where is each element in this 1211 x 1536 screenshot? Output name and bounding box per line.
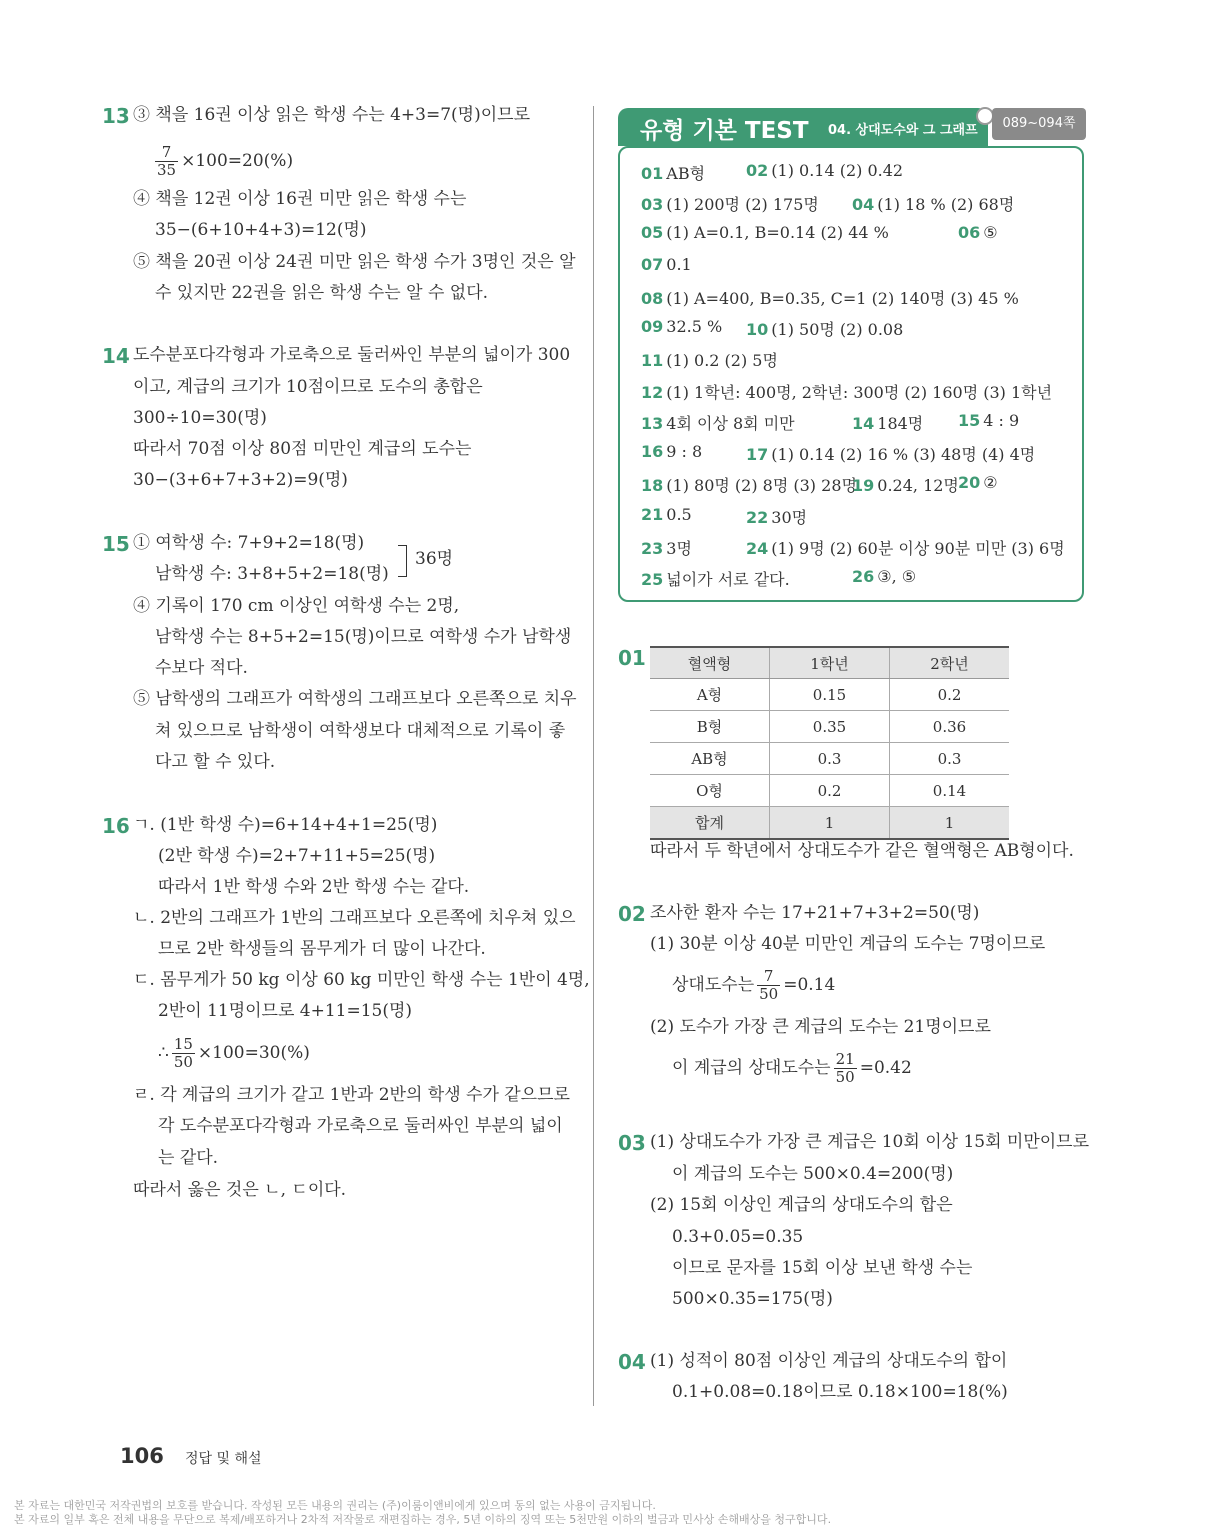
p16-line8: ∴ $\frac{15}{50}$ ×100=30(%) — [158, 1035, 310, 1071]
copyright-line-2: 본 자료의 일부 혹은 전체 내용을 무단으로 복제/배포하거나 2차적 저작물로 재편집하는 경우, 5년 이하의 징역 또는 5천만원 이하의 벌금과 민사상 손해배상을 청구합니다. — [14, 1513, 832, 1526]
p16-line3: 따라서 1반 학생 수와 2반 학생 수는 같다. — [158, 877, 470, 897]
p13-line3: ④ 책을 12권 이상 16권 미만 읽은 학생 수는 — [133, 189, 467, 209]
p13-line1: ③ 책을 16권 이상 읽은 학생 수는 4+3=7(명)이므로 — [133, 105, 530, 125]
table-cell: O형 — [650, 775, 770, 807]
answer-09: 09 32.5 % — [641, 317, 723, 336]
blood-type-table — [650, 646, 1009, 840]
p15-line6: ⑤ 남학생의 그래프가 여학생의 그래프보다 오른쪽으로 치우 — [133, 689, 577, 709]
table-cell: 0.36 — [890, 711, 1010, 743]
answer-23: 23 3명 — [641, 539, 692, 558]
problem-number-03: 03 — [618, 1131, 646, 1155]
test-subtitle: 04. 상대도수와 그 그래프 — [828, 123, 978, 138]
p03-line1: (1) 상대도수가 가장 큰 계급은 10회 이상 15회 미만이므로 — [650, 1132, 1090, 1152]
p13-line6: 수 있지만 22권을 읽은 학생 수는 알 수 없다. — [155, 283, 489, 303]
p03-line4: 0.3+0.05=0.35 — [672, 1227, 804, 1247]
p13-line4: 35−(6+10+4+3)=12(명) — [155, 220, 367, 240]
p14-line2: 이고, 계급의 크기가 10점이므로 도수의 총합은 — [133, 377, 483, 397]
p16-line9: ㄹ. 각 계급의 크기가 같고 1반과 2반의 학생 수가 같으므로 — [133, 1085, 570, 1105]
answer-24: 24 (1) 9명 (2) 60분 이상 90분 미만 (3) 6명 — [746, 539, 1065, 558]
p15-line1: ① 여학생 수: 7+9+2=18(명) — [133, 533, 365, 553]
p14-line5: 30−(3+6+7+3+2)=9(명) — [133, 470, 348, 490]
table-header-row — [650, 647, 1009, 679]
p16-fraction: $\frac{15}{50}$ — [173, 1035, 193, 1071]
p02-fraction-2: $\frac{21}{50}$ — [835, 1050, 855, 1086]
answer-19: 19 0.24, 12명 — [852, 476, 959, 495]
p16-line7: 2반이 11명이므로 4+11=15(명) — [158, 1001, 413, 1021]
p16-line10: 각 도수분포다각형과 가로축으로 둘러싸인 부분의 넓이 — [158, 1116, 563, 1136]
answer-01: 01 AB형 — [641, 164, 706, 183]
table-total-row — [650, 807, 1009, 840]
answer-22: 22 30명 — [746, 508, 808, 527]
p04-line2: 0.1+0.08=0.18이므로 0.18×100=18(%) — [672, 1382, 1008, 1402]
problem-number-15: 15 — [102, 532, 130, 556]
table-row — [650, 743, 1009, 775]
p16-line5: 므로 2반 학생들의 몸무게가 더 많이 나간다. — [158, 939, 486, 959]
p03-line6: 500×0.35=175(명) — [672, 1289, 833, 1309]
answer-21: 21 0.5 — [641, 505, 692, 524]
table-cell: 1 — [770, 807, 890, 840]
answer-04: 04 (1) 18 % (2) 68명 — [852, 195, 1015, 214]
problem-number-04: 04 — [618, 1350, 646, 1374]
problem-number-14: 14 — [102, 344, 130, 368]
table-cell: 0.3 — [890, 743, 1010, 775]
p14-line3: 300÷10=30(명) — [133, 408, 267, 428]
column-divider — [593, 106, 594, 1406]
p13-line5: ⑤ 책을 20권 이상 24권 미만 읽은 학생 수가 3명인 것은 알 — [133, 252, 576, 272]
table-cell: A형 — [650, 679, 770, 711]
page-range-tab: 089~094쪽 — [992, 108, 1086, 140]
table-cell: B형 — [650, 711, 770, 743]
copyright-line-1: 본 자료는 대한민국 저작권법의 보호를 받습니다. 작성된 모든 내용의 권리는 (주)이룸이앤비에게 있으며 동의 없는 사용이 금지됩니다. — [14, 1499, 656, 1512]
answer-08: 08 (1) A=400, B=0.35, C=1 (2) 140명 (3) 45 % — [641, 289, 1019, 308]
table-cell: 0.2 — [890, 679, 1010, 711]
problem-number-13: 13 — [102, 104, 130, 128]
page-number: 106 — [120, 1444, 164, 1468]
answer-13: 13 4회 이상 8회 미만 — [641, 414, 795, 433]
answer-03: 03 (1) 200명 (2) 175명 — [641, 195, 819, 214]
p16-line11: 는 같다. — [158, 1148, 219, 1168]
p15-line5: 수보다 적다. — [155, 658, 248, 678]
answer-18: 18 (1) 80명 (2) 8명 (3) 28명 — [641, 476, 857, 495]
answer-12: 12 (1) 1학년: 400명, 2학년: 300명 (2) 160명 (3) 1학년 — [641, 383, 1053, 402]
footer-label: 정답 및 해설 — [185, 1451, 262, 1467]
p15-line7: 쳐 있으므로 남학생이 여학생보다 대체적으로 기록이 좋 — [155, 721, 566, 741]
p02-line1: 조사한 환자 수는 17+21+7+3+2=50(명) — [650, 903, 980, 923]
table-header: 1학년 — [770, 647, 890, 679]
table-cell: 0.35 — [770, 711, 890, 743]
answer-11: 11 (1) 0.2 (2) 5명 — [641, 351, 778, 370]
p15-line2: 남학생 수: 3+8+5+2=18(명) — [155, 564, 389, 584]
p04-line1: (1) 성적이 80점 이상인 계급의 상대도수의 합이 — [650, 1351, 1008, 1371]
p15-line3: ④ 기록이 170 cm 이상인 여학생 수는 2명, — [133, 596, 460, 616]
p01-conclusion: 따라서 두 학년에서 상대도수가 같은 혈액형은 AB형이다. — [650, 841, 1074, 861]
p14-line1: 도수분포다각형과 가로축으로 둘러싸인 부분의 넓이가 300 — [133, 345, 571, 365]
table-row — [650, 679, 1009, 711]
answer-26: 26 ③, ⑤ — [852, 567, 917, 586]
p02-line4: (2) 도수가 가장 큰 계급의 도수는 21명이므로 — [650, 1017, 991, 1037]
answer-17: 17 (1) 0.14 (2) 16 % (3) 48명 (4) 4명 — [746, 445, 1036, 464]
table-cell: 0.15 — [770, 679, 890, 711]
p02-line5: 이 계급의 상대도수는 $\frac{21}{50}$ =0.42 — [672, 1050, 912, 1086]
p16-line1: ㄱ. (1반 학생 수)=6+14+4+1=25(명) — [133, 815, 438, 835]
p15-line8: 다고 할 수 있다. — [155, 752, 276, 772]
p16-line12: 따라서 옳은 것은 ㄴ, ㄷ이다. — [133, 1180, 347, 1200]
p15-total: 36명 — [415, 549, 454, 569]
answer-16: 16 9 : 8 — [641, 442, 703, 461]
answer-06: 06 ⑤ — [958, 223, 998, 242]
answer-15: 15 4 : 9 — [958, 411, 1020, 430]
table-header: 2학년 — [890, 647, 1010, 679]
p16-line2: (2반 학생 수)=2+7+11+5=25(명) — [158, 846, 436, 866]
p13-line2: $\frac{7}{35}$ ×100=20(%) — [157, 143, 294, 179]
table-row — [650, 711, 1009, 743]
p13-fraction: $\frac{7}{35}$ — [157, 143, 177, 179]
p02-line3: 상대도수는 $\frac{7}{50}$ =0.14 — [672, 967, 836, 1003]
p16-line6: ㄷ. 몸무게가 50 kg 이상 60 kg 미만인 학생 수는 1반이 4명, — [133, 970, 590, 990]
answer-20: 20 ② — [958, 473, 998, 492]
answer-10: 10 (1) 50명 (2) 0.08 — [746, 320, 904, 339]
table-cell: 1 — [890, 807, 1010, 840]
p02-line2: (1) 30분 이상 40분 미만인 계급의 도수는 7명이므로 — [650, 934, 1046, 954]
p03-line2: 이 계급의 도수는 500×0.4=200(명) — [672, 1164, 954, 1184]
table-cell: 0.14 — [890, 775, 1010, 807]
table-cell: AB형 — [650, 743, 770, 775]
table-row — [650, 775, 1009, 807]
p03-line5: 이므로 문자를 15회 이상 보낸 학생 수는 — [672, 1258, 973, 1278]
table-cell: 0.2 — [770, 775, 890, 807]
test-title: 유형 기본 TEST — [640, 118, 809, 144]
problem-number-16: 16 — [102, 814, 130, 838]
p14-line4: 따라서 70점 이상 80점 미만인 계급의 도수는 — [133, 439, 472, 459]
problem-number-01: 01 — [618, 646, 646, 670]
answer-25: 25 넓이가 서로 같다. — [641, 570, 790, 589]
bracket — [398, 545, 407, 577]
p16-line4: ㄴ. 2반의 그래프가 1반의 그래프보다 오른쪽에 치우쳐 있으 — [133, 908, 576, 928]
p15-line4: 남학생 수는 8+5+2=15(명)이므로 여학생 수가 남학생 — [155, 627, 572, 647]
table-cell: 합계 — [650, 807, 770, 840]
table-header: 혈액형 — [650, 647, 770, 679]
p02-fraction-1: $\frac{7}{50}$ — [759, 967, 779, 1003]
answer-05: 05 (1) A=0.1, B=0.14 (2) 44 % — [641, 223, 889, 242]
table-cell: 0.3 — [770, 743, 890, 775]
p03-line3: (2) 15회 이상인 계급의 상대도수의 합은 — [650, 1195, 953, 1215]
answer-14: 14 184명 — [852, 414, 924, 433]
problem-number-02: 02 — [618, 902, 646, 926]
answer-07: 07 0.1 — [641, 255, 692, 274]
answer-02: 02 (1) 0.14 (2) 0.42 — [746, 161, 904, 180]
